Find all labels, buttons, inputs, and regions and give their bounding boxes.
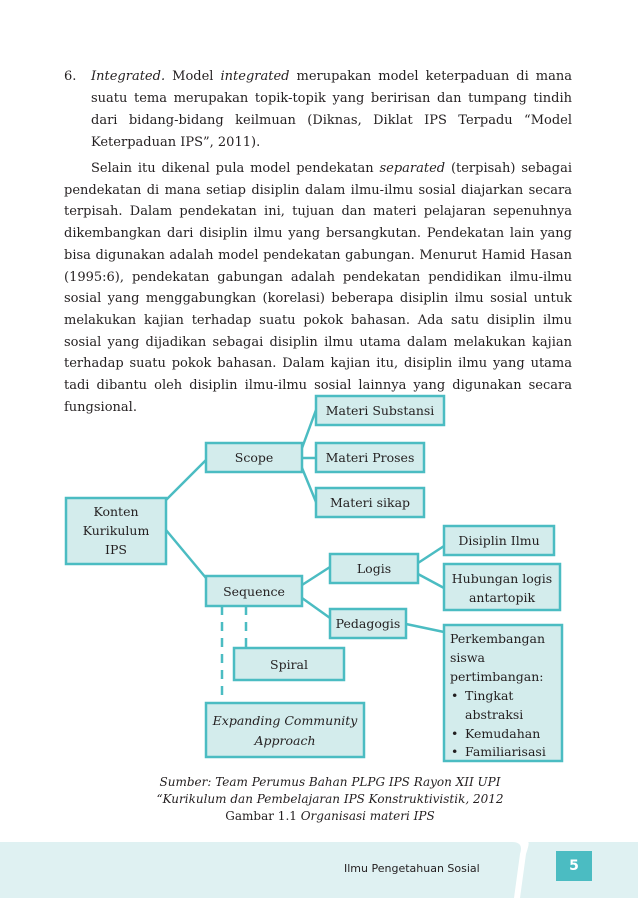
term-integrated-2: integrated: [220, 69, 290, 84]
label-perkembangan-1: Perkembangan: [450, 631, 546, 646]
list-number: 6.: [64, 69, 77, 84]
label-sequence: Sequence: [223, 584, 285, 599]
line-logis-hubungan: [418, 574, 444, 588]
label-expanding-1: Expanding Community: [212, 713, 358, 728]
para-text-1: Selain itu dikenal pula model pendekatan: [91, 161, 380, 176]
bullet-familiarisasi: Familiarisasi: [465, 744, 546, 759]
line-konten-scope: [166, 460, 206, 500]
label-pedagogis: Pedagogis: [335, 616, 401, 631]
label-konten-2: Kurikulum: [82, 523, 150, 538]
line-pedagogis-perkembangan: [406, 624, 444, 632]
caption-source-2: “Kurikulum dan Pembelajaran IPS Konstruktivistik, 2012: [156, 792, 504, 806]
line-sequence-logis: [302, 567, 330, 585]
label-perkembangan-3: pertimbangan:: [450, 669, 544, 684]
term-separated: separated: [379, 161, 446, 176]
label-konten-1: Konten: [93, 504, 139, 519]
list-item-integrated: [64, 66, 572, 154]
footer-band: [0, 842, 638, 898]
bullet-abstraksi: abstraksi: [465, 707, 524, 722]
caption-figure-label: Gambar 1.1: [225, 809, 301, 823]
line-scope-substansi: [302, 410, 316, 448]
caption-figure-title: Organisasi materi IPS: [300, 809, 435, 823]
bullet-symbol-2: •: [451, 726, 459, 741]
bullet-tingkat: Tingkat: [465, 688, 514, 703]
list-text-2: merupakan model keterpaduan di mana suatu tema merupakan topik-topik yang beririsan dan tumpang tindih dari bidang-bidang keilmuan (Diknas, Diklat IPS Terpadu “Model Keterpaduan IPS”, 2011).: [91, 69, 572, 150]
label-scope: Scope: [234, 450, 274, 465]
label-spiral: Spiral: [270, 657, 308, 672]
label-materi-substansi: Materi Substansi: [325, 403, 435, 418]
label-perkembangan-2: siswa: [450, 650, 485, 665]
box-expanding: [206, 703, 364, 757]
line-sequence-pedagogis: [302, 598, 330, 618]
label-hubungan-1: Hubungan logis: [451, 571, 553, 586]
label-materi-proses: Materi Proses: [325, 450, 415, 465]
label-expanding-2: Approach: [254, 733, 316, 748]
label-hubungan-2: antartopik: [468, 590, 536, 605]
list-item-text: [91, 66, 572, 154]
label-materi-sikap: Materi sikap: [329, 495, 411, 510]
term-integrated: Integrated.: [91, 69, 166, 84]
curriculum-diagram: [0, 380, 638, 770]
list-text-1: Model: [165, 69, 221, 84]
line-scope-sikap: [302, 468, 316, 502]
line-logis-disiplin: [418, 546, 444, 563]
bullet-kemudahan: Kemudahan: [465, 726, 541, 741]
figure-caption: [100, 774, 560, 825]
label-logis: Logis: [356, 561, 392, 576]
label-disiplin-ilmu: Disiplin Ilmu: [458, 533, 540, 548]
bullet-symbol-1: •: [451, 688, 459, 703]
caption-source-1: Sumber: Team Perumus Bahan PLPG IPS Rayon XII UPI: [159, 775, 501, 789]
bullet-symbol-3: •: [451, 744, 459, 759]
line-konten-sequence: [166, 530, 206, 578]
para-text-2: (terpisah) sebagai pendekatan di mana setiap disiplin dalam ilmu-ilmu sosial diajarkan secara terpisah. Dalam pendekatan ini, tujuan dan materi pelajaran sepenuhnya dikembangkan dari disiplin ilmu yang bersangkutan. Pendekatan lain yang bisa digunakan adalah model pendekatan gabungan. Menurut Hamid Hasan (1995:6), pendekatan gabungan adalah pendekatan pendidikan ilmu-ilmu sosial yang menggabungkan (korelasi) beberapa disiplin ilmu sosial untuk melakukan kajian terhadap suatu pokok bahasan. Ada satu disiplin ilmu sosial yang dijadikan sebagai disiplin ilmu utama dalam melakukan kajian terhadap suatu pokok bahasan. Dalam kajian itu, disiplin ilmu yang utama tadi dibantu oleh disiplin ilmu-ilmu sosial lainnya yang digunakan secara fungsional.: [64, 161, 572, 415]
label-konten-3: IPS: [105, 542, 127, 557]
caption-figure: [100, 808, 560, 825]
footer-title: Ilmu Pengetahuan Sosial: [344, 862, 480, 875]
page-number: 5: [556, 851, 592, 881]
